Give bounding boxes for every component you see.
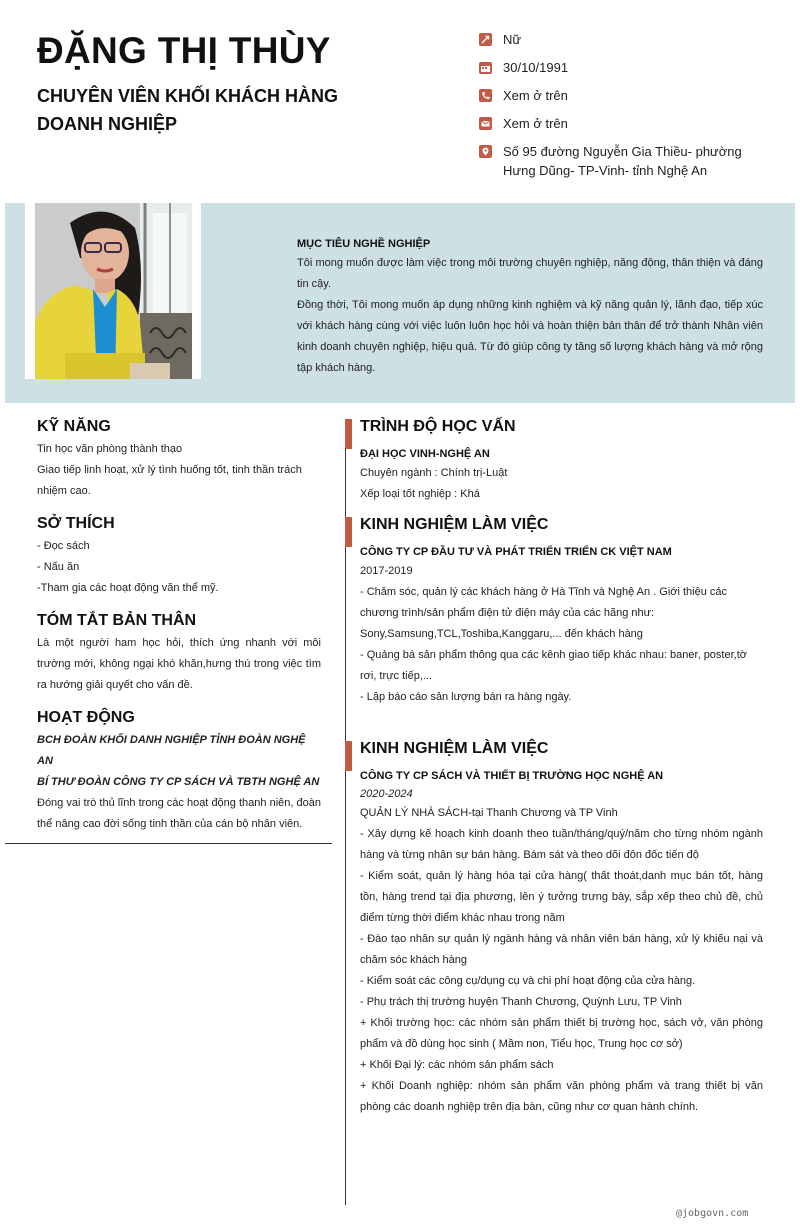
experience2-item: - Kiểm soát các công cụ/dụng cụ và chi phí hoạt động của cửa hàng.: [360, 975, 696, 987]
objective-paragraph-2: Đồng thời, Tôi mong muốn áp dụng những kinh nghiệm và kỹ năng quản lý, lãnh đạo, tiếp xúc với khách hàng cùng với việc luôn luôn học hỏi và hoàn thiện bản thân để trở thành Nhân viên kinh doanh chuyên nghiệp, hiệu quả. Từ đó giúp công ty tăng số lượng khách hàng và mở rộng tập khách hàng.: [297, 299, 763, 374]
phone-value: Xem ở trên: [503, 88, 568, 103]
experience1-item: - Quảng bá sản phẩm thông qua các kênh giao tiếp khác nhau: baner, poster,tờ rơi, trực tiếp,...: [360, 649, 747, 682]
experience1-period: 2017-2019: [360, 565, 413, 577]
address-row: [479, 142, 769, 180]
experience2-item: - Kiểm soát, quản lý hàng hóa tại cửa hàng( thất thoát,danh mục bán tốt, hàng tồn, hàng trend tại địa phương, lên ý tưởng trưng bày, sắp xếp theo chủ đề, chủ điểm từng thời điểm khác nhau trong năm: [360, 870, 763, 924]
phone-icon: [479, 89, 492, 102]
gender-row: [479, 30, 769, 49]
email-row: [479, 114, 769, 133]
hobby-item: - Đọc sách: [37, 540, 90, 552]
address-value: Số 95 đường Nguyễn Gia Thiều- phường Hưng Dũng- TP-Vinh- tỉnh Nghệ An: [503, 144, 742, 178]
left-column: [37, 415, 321, 845]
dob-row: [479, 58, 769, 77]
activities-section: [37, 706, 321, 835]
avatar-photo: [35, 203, 192, 379]
experience2-item: - Đào tạo nhân sự quản lý ngành hàng và nhân viên bán hàng, xử lý khiếu nại và chăm sóc khách hàng: [360, 933, 763, 966]
gender-value: Nữ: [503, 32, 522, 47]
contact-info: [479, 30, 769, 189]
experience2-item: + Khối trường học: các nhóm sản phẩm thiết bị trường học, sách vở, văn phòng phẩm và đồ dùng học sinh ( Mầm non, Tiểu học, Trung học cơ sở): [360, 1017, 763, 1050]
activity-role-2: BÍ THƯ ĐOÀN CÔNG TY CP SÁCH VÀ TBTH NGHỆ AN: [37, 776, 320, 788]
education-major: Chuyên ngành : Chính trị-Luật: [360, 467, 508, 479]
job-position-part1: CHUYÊN VIÊN KHỐI KHÁCH HÀNG: [37, 86, 339, 106]
experience1-company: CÔNG TY CP ĐẦU TƯ VÀ PHÁT TRIỂN TRIỂN CK VIỆT NAM: [360, 546, 672, 558]
experience2-section: [360, 736, 763, 1118]
skill-item: Tin học văn phòng thành thạo: [37, 443, 183, 455]
candidate-name: ĐẶNG THỊ THÙY: [37, 30, 331, 71]
summary-text: Là một người ham học hỏi, thích ứng nhanh với môi trường mới, không ngại khó khăn,hưng thú trong việc tìm ra hướng giải quyết cho vấn đề.: [37, 637, 321, 691]
experience2-item: - Xây dựng kế hoạch kinh doanh theo tuần/tháng/quý/năm cho từng nhóm ngành hàng và từng nhân sự bán hàng. Bám sát và theo dõi đôn đốc tiến độ: [360, 828, 763, 861]
skill-item: Giao tiếp linh hoạt, xử lý tình huống tốt, tinh thần trách nhiệm cao.: [37, 464, 302, 497]
job-position: [37, 82, 422, 138]
summary-title: TÓM TẮT BẢN THÂN: [37, 612, 197, 629]
hobby-item: -Tham gia các hoạt động văn thể mỹ.: [37, 582, 219, 594]
experience1-item: - Lập báo cáo sản lượng bán ra hàng ngày.: [360, 691, 572, 703]
experience2-period: 2020-2024: [360, 788, 413, 800]
experience2-role: QUẢN LÝ NHÀ SÁCH-tại Thanh Chương và TP Vinh: [360, 807, 618, 819]
education-school: ĐẠI HỌC VINH-NGHỆ AN: [360, 448, 490, 460]
avatar-illustration: [35, 203, 192, 379]
education-grade: Xếp loại tốt nghiệp : Khá: [360, 488, 480, 500]
experience1-marker: [345, 517, 352, 547]
hobby-item: - Nấu ăn: [37, 561, 80, 573]
experience2-item: - Phụ trách thị trường huyện Thanh Chương, Quỳnh Lưu, TP Vinh: [360, 996, 682, 1008]
job-position-part2: DOANH NGHIỆP: [37, 114, 178, 134]
career-objective: [297, 235, 763, 379]
activity-text: Đóng vai trò thủ lĩnh trong các hoạt động thanh niên, đoàn thể nâng cao đời sống tinh thần của cán bộ nhân viên.: [37, 797, 321, 830]
left-column-divider: [5, 843, 332, 844]
skills-title: KỸ NĂNG: [37, 418, 111, 435]
experience1-item: - Chăm sóc, quản lý các khách hàng ở Hà Tĩnh và Nghệ An . Giới thiệu các chương trình/sản phẩm điện tử điện máy của các hãng như: Sony,Samsung,TCL,Toshiba,Kanggaru,... đến khách hàng: [360, 586, 728, 640]
location-pin-icon: [479, 145, 492, 158]
watermark-link[interactable]: @jobgovn.com: [676, 1208, 749, 1219]
activities-title: HOẠT ĐỘNG: [37, 709, 135, 726]
email-value: Xem ở trên: [503, 116, 568, 131]
education-title: TRÌNH ĐỘ HỌC VẤN: [360, 418, 516, 435]
dob-value: 30/10/1991: [503, 60, 569, 75]
phone-row: [479, 86, 769, 105]
experience2-item: + Khối Đại lý: các nhóm sản phẩm sách: [360, 1059, 554, 1071]
hobbies-title: SỞ THÍCH: [37, 515, 115, 532]
objective-title: MỤC TIÊU NGHỀ NGHIỆP: [297, 238, 431, 250]
education-marker: [345, 419, 352, 449]
activity-role-1: BCH ĐOÀN KHỐI DANH NGHIỆP TỈNH ĐOÀN NGHỆ AN: [37, 734, 306, 767]
summary-section: [37, 609, 321, 696]
skills-section: [37, 415, 321, 502]
email-icon: [479, 117, 492, 130]
calendar-icon: [479, 61, 492, 74]
experience2-item: + Khối Doanh nghiệp: nhóm sản phẩm văn phòng phẩm và trang thiết bị văn phòng các doanh nghiệp trên địa bàn, cũng như cơ quan hành chính.: [360, 1080, 763, 1113]
experience2-company: CÔNG TY CP SÁCH VÀ THIẾT BỊ TRƯỜNG HỌC NGHỆ AN: [360, 770, 664, 782]
experience2-marker: [345, 741, 352, 771]
hobbies-section: [37, 512, 321, 599]
gender-icon: [479, 33, 492, 46]
experience2-title: KINH NGHIỆM LÀM VIỆC: [360, 740, 549, 757]
objective-paragraph-1: Tôi mong muốn được làm việc trong môi trường chuyên nghiệp, năng động, thân thiện và đáng tin cậy.: [297, 257, 763, 290]
experience1-title: KINH NGHIỆM LÀM VIỆC: [360, 516, 549, 533]
experience1-section: [360, 512, 763, 708]
education-section: [360, 414, 763, 505]
